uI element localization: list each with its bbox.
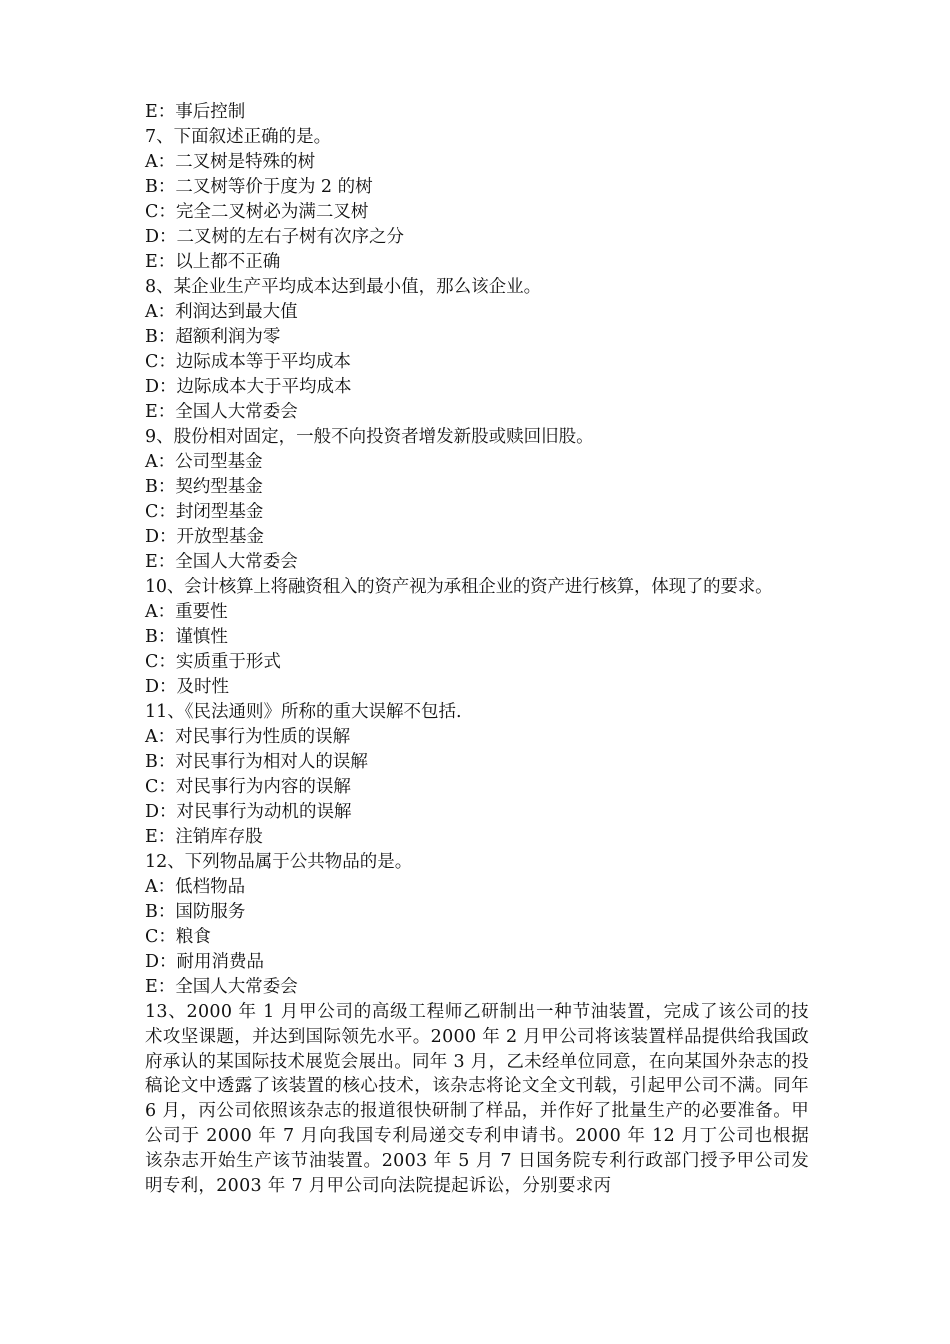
- option-line: C：边际成本等于平均成本: [145, 352, 351, 372]
- option-line: B：二叉树等价于度为 2 的树: [145, 177, 373, 197]
- option-line: A：公司型基金: [145, 452, 263, 472]
- option-line: E：事后控制: [145, 102, 246, 122]
- option-line: B：契约型基金: [145, 477, 263, 497]
- option-line: C：粮食: [145, 927, 211, 947]
- option-line: B：谨慎性: [145, 627, 228, 647]
- question-line: 7、下面叙述正确的是。: [145, 127, 332, 147]
- question-line: 11、《民法通则》所称的重大误解不包括.: [145, 702, 462, 722]
- option-line: E：全国人大常委会: [145, 552, 298, 572]
- option-line: D：二叉树的左右子树有次序之分: [145, 227, 405, 247]
- option-line: E：以上都不正确: [145, 252, 281, 272]
- option-line: D：及时性: [145, 677, 230, 697]
- option-line: A：利润达到最大值: [145, 302, 298, 322]
- option-line: E：全国人大常委会: [145, 402, 298, 422]
- option-line: B：超额利润为零: [145, 327, 281, 347]
- option-line: D：边际成本大于平均成本: [145, 377, 352, 397]
- question-line: 8、某企业生产平均成本达到最小值，那么该企业。: [145, 277, 542, 297]
- option-line: B：国防服务: [145, 902, 246, 922]
- option-line: B：对民事行为相对人的误解: [145, 752, 368, 772]
- option-line: A：对民事行为性质的误解: [145, 727, 351, 747]
- question-line: 12、下列物品属于公共物品的是。: [145, 852, 413, 872]
- question-line: 9、股份相对固定，一般不向投资者增发新股或赎回旧股。: [145, 427, 594, 447]
- question-13-paragraph: 13、2000 年 1 月甲公司的高级工程师乙研制出一种节油装置，完成了该公司的技术攻坚课题，并达到国际领先水平。2000 年 2 月甲公司将该装置样品提供给我国政府承认的某国际技术展览会展出。同年 3 月，乙未经单位同意，在向某国外杂志的投稿论文中透露了该装置的核心技术，该杂志将论文全文刊载，引起甲公司不满。同年 6 月，丙公司依照该杂志的报道很快研制了样品，并作好了批量生产的必要准备。甲公司于 2000 年 7 月向我国专利局递交专利申请书。2000 年 12 月丁公司也根据该杂志开始生产该节油装置。2003 年 5 月 7 日国务院专利行政部门授予甲公司发明专利，2003 年 7 月甲公司向法院提起诉讼，分别要求丙: [145, 1002, 809, 1196]
- option-line: D：对民事行为动机的误解: [145, 802, 352, 822]
- option-line: E：全国人大常委会: [145, 977, 298, 997]
- option-line: C：实质重于形式: [145, 652, 281, 672]
- option-line: D：耐用消费品: [145, 952, 265, 972]
- option-line: A：二叉树是特殊的树: [145, 152, 316, 172]
- option-line: A：低档物品: [145, 877, 246, 897]
- option-line: E：注销库存股: [145, 827, 263, 847]
- option-line: C：封闭型基金: [145, 502, 264, 522]
- option-line: A：重要性: [145, 602, 228, 622]
- option-line: D：开放型基金: [145, 527, 265, 547]
- option-line: C：对民事行为内容的误解: [145, 777, 351, 797]
- question-line: 10、会计核算上将融资租入的资产视为承租企业的资产进行核算，体现了的要求。: [145, 577, 773, 597]
- option-line: C：完全二叉树必为满二叉树: [145, 202, 369, 222]
